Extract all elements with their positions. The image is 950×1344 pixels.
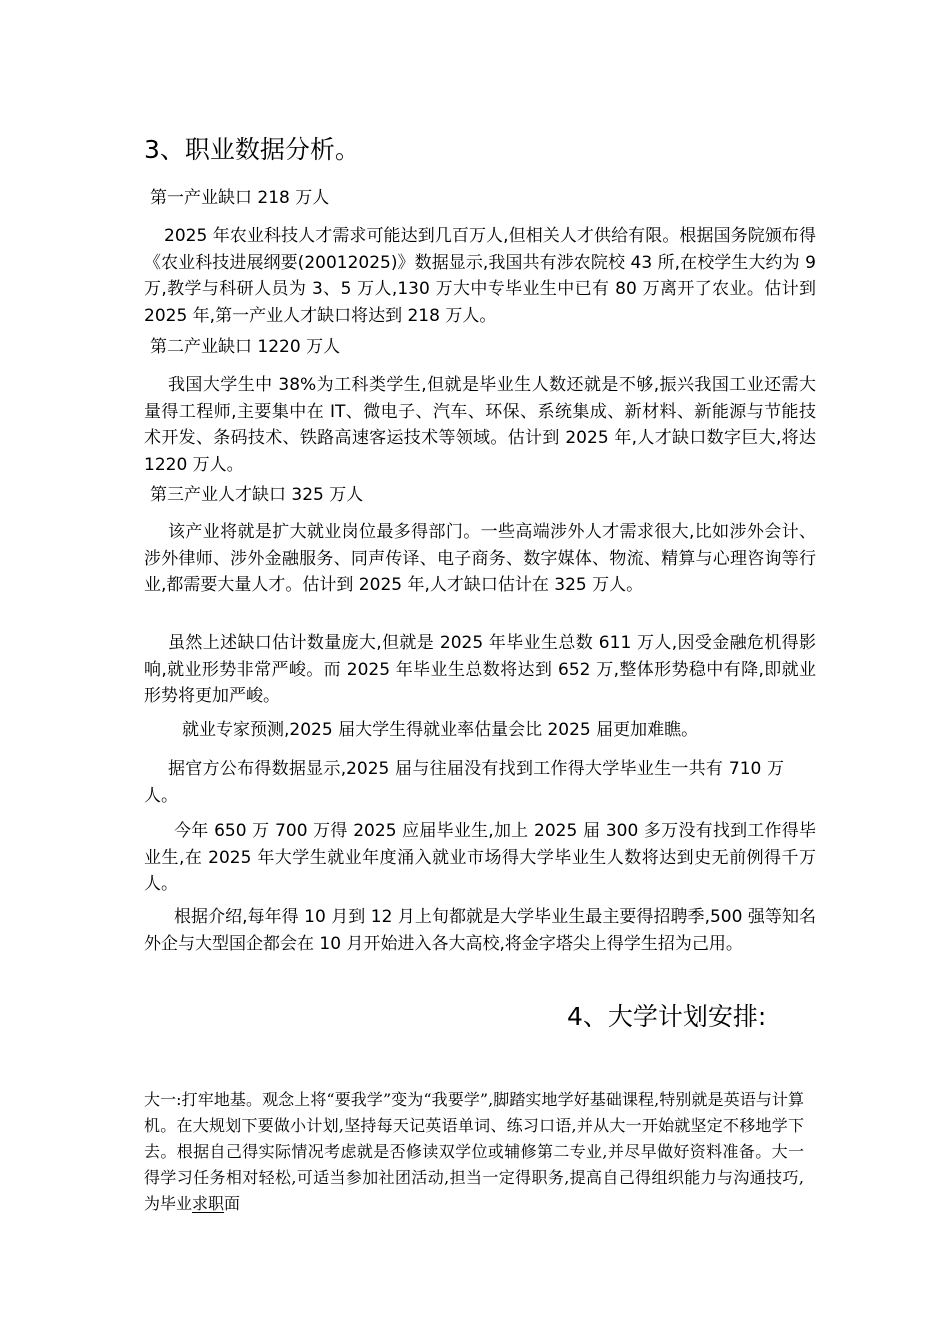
job-search-link[interactable]: 求职 (192, 1194, 225, 1213)
freshman-plan-text: 大一:打牢地基。观念上将“要我学”变为“我要学”,脚踏实地学好基础课程,特别就是英语与计算机。在大规划下要做小计划,坚持每天记英语单词、练习口语,并从大一开始就坚定不移地学下去。根据自己得实际情况考虑就是否修读双学位或辅修第二专业,并尽早做好资料准备。大一得学习任务相对轻松,可适当参加社团活动,担当一定得职务,提高自己得组织能力与沟通技巧,为毕业 (144, 1090, 804, 1213)
tertiary-industry-heading: 第三产业人才缺口 325 万人 (150, 485, 364, 505)
section-3-title: 3、职业数据分析。 (144, 135, 360, 164)
freshman-plan-tail: 面 (224, 1194, 241, 1213)
expert-forecast-paragraph: 就业专家预测,2025 届大学生得就业率估量会比 2025 届更加难瞧。 (182, 720, 699, 740)
graduates-total-paragraph: 虽然上述缺口估计数量庞大,但就是 2025 年毕业生总数 611 万人,因受金融危机得影响,就业形势非常严峻。而 2025 年毕业生总数将达到 652 万,整体形势稳中有降,即就业形势将更加严峻。 (144, 633, 816, 706)
tertiary-industry-paragraph: 该产业将就是扩大就业岗位最多得部门。一些高端涉外人才需求很大,比如涉外会计、涉外律师、涉外金融服务、同声传译、电子商务、数字媒体、物流、精算与心理咨询等行业,都需要大量人才。估计到 2025 年,人才缺口估计在 325 万人。 (144, 522, 816, 595)
primary-industry-heading: 第一产业缺口 218 万人 (150, 188, 330, 208)
graduates-influx-paragraph: 今年 650 万 700 万得 2025 应届毕业生,加上 2025 届 300 多万没有找到工作得毕业生,在 2025 年大学生就业年度涌入就业市场得大学毕业生人数将达到史无前例得千万人。 (144, 821, 816, 894)
primary-industry-paragraph: 2025 年农业科技人才需求可能达到几百万人,但相关人才供给有限。根据国务院颁布得《农业科技进展纲要(20012025)》数据显示,我国共有涉农院校 43 所,在校学生大约为 9 万,教学与科研人员为 3、5 万人,130 万大中专毕业生中已有 80 万离开了农业。估计到 2025 年,第一产业人才缺口将达到 218 万人。 (144, 226, 816, 326)
section-4-title: 4、大学计划安排: (567, 1002, 767, 1031)
secondary-industry-paragraph: 我国大学生中 38%为工科类学生,但就是毕业生人数还就是不够,振兴我国工业还需大量得工程师,主要集中在 IT、微电子、汽车、环保、系统集成、新材料、新能源与节能技术开发、条码技术、铁路高速客运技术等领域。估计到 2025 年,人才缺口数字巨大,将达 1220 万人。 (144, 375, 816, 475)
secondary-industry-heading: 第二产业缺口 1220 万人 (150, 337, 341, 357)
official-data-paragraph: 据官方公布得数据显示,2025 届与往届没有找到工作得大学毕业生一共有 710 万人。 (144, 759, 784, 806)
recruitment-season-paragraph: 根据介绍,每年得 10 月到 12 月上旬都就是大学毕业生最主要得招聘季,500 强等知名外企与大型国企都会在 10 月开始进入各大高校,将金字塔尖上得学生招为己用。 (144, 907, 816, 954)
freshman-plan-paragraph (144, 1087, 804, 1217)
